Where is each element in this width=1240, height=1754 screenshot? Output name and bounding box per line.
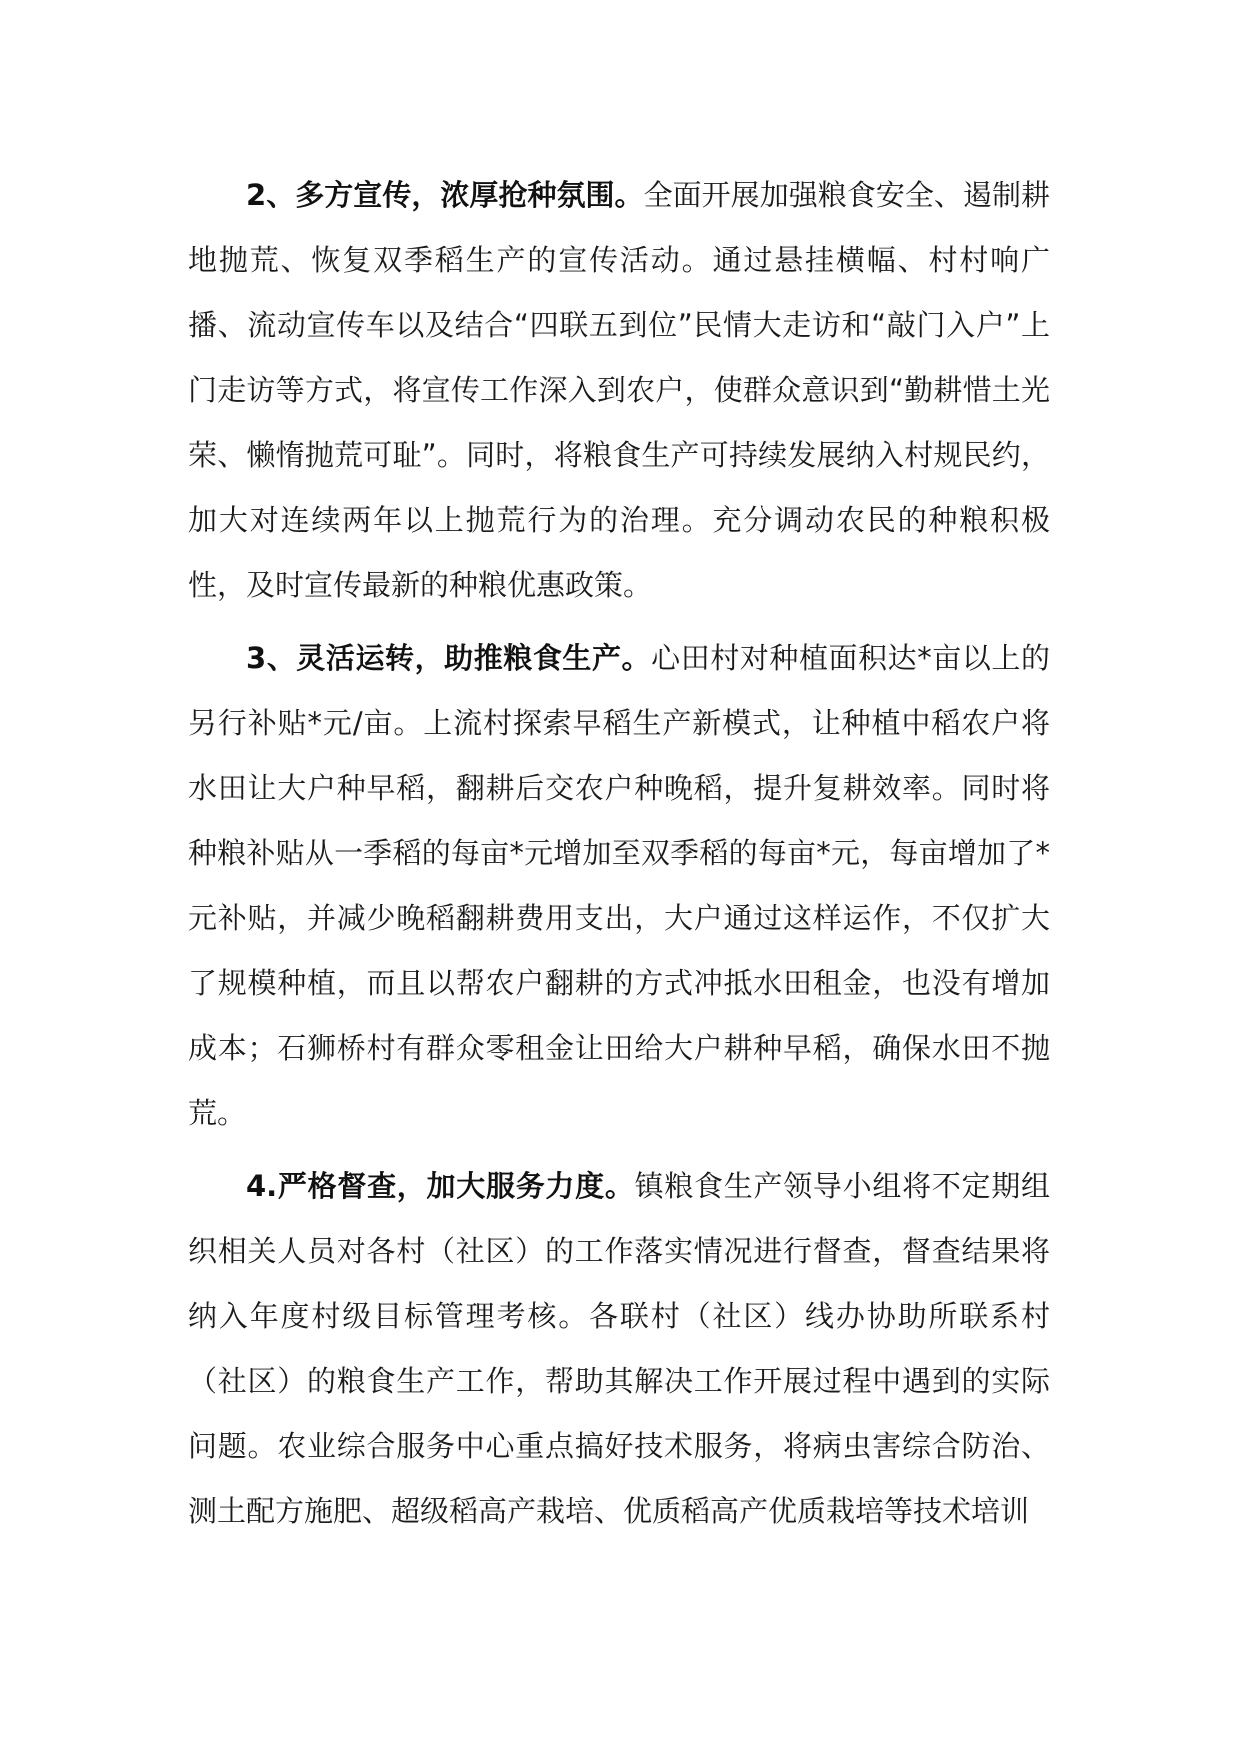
document-body	[188, 163, 1050, 1544]
paragraph-text: 心田村对种植面积达*亩以上的另行补贴*元/亩。上流村探索早稻生产新模式，让种植中稻农户将水田让大户种早稻，翻耕后交农户种晚稻，提升复耕效率。同时将种粮补贴从一季稻的每亩*元增加至双季稻的每亩*元，每亩增加了*元补贴，并减少晚稻翻耕费用支出，大户通过这样运作，不仅扩大了规模种植，而且以帮农户翻耕的方式冲抵水田租金，也没有增加成本；石狮桥村有群众零租金让田给大户耕种早稻，确保水田不抛荒。	[188, 641, 1050, 1130]
paragraph-publicity	[188, 163, 1050, 618]
paragraph-flexible-operation	[188, 626, 1050, 1146]
paragraph-supervision	[188, 1154, 1050, 1544]
paragraph-heading: 3、灵活运转，助推粮食生产。	[246, 641, 652, 675]
paragraph-heading: 2、多方宣传，浓厚抢种氛围。	[246, 178, 644, 212]
paragraph-text: 全面开展加强粮食安全、遏制耕地抛荒、恢复双季稻生产的宣传活动。通过悬挂横幅、村村响广播、流动宣传车以及结合“四联五到位”民情大走访和“敲门入户”上门走访等方式，将宣传工作深入到农户，使群众意识到“勤耕惜土光荣、懒惰抛荒可耻”。同时，将粮食生产可持续发展纳入村规民约，加大对连续两年以上抛荒行为的治理。充分调动农民的种粮积极性，及时宣传最新的种粮优惠政策。	[188, 178, 1050, 602]
paragraph-text: 镇粮食生产领导小组将不定期组织相关人员对各村（社区）的工作落实情况进行督查，督查结果将纳入年度村级目标管理考核。各联村（社区）线办协助所联系村（社区）的粮食生产工作，帮助其解决工作开展过程中遇到的实际问题。农业综合服务中心重点搞好技术服务，将病虫害综合防治、测土配方施肥、超级稻高产栽培、优质稻高产优质栽培等技术培训	[188, 1169, 1050, 1528]
paragraph-heading: 4.严格督查，加大服务力度。	[246, 1169, 635, 1203]
